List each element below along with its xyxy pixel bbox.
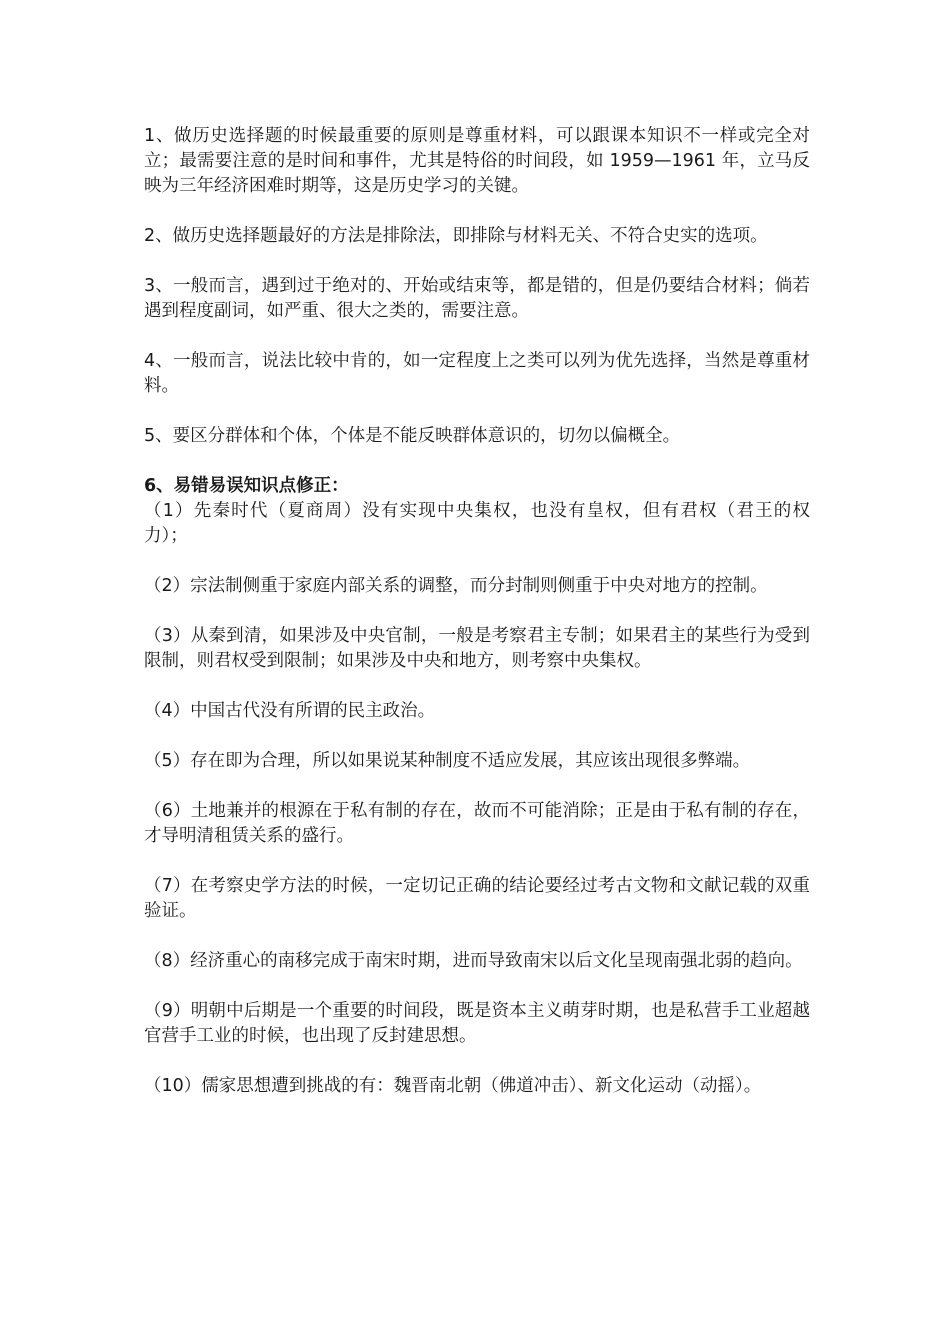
section-6-heading: 6、易错易误知识点修正：	[144, 476, 349, 496]
correction-item-1: （1）先秦时代（夏商周）没有实现中央集权，也没有皇权，但有君权（君王的权力）；	[144, 501, 810, 546]
correction-item-10: （10）儒家思想遭到挑战的有：魏晋南北朝（佛道冲击）、新文化运动（动摇）。	[144, 1076, 762, 1096]
tip-paragraph-5: 5、要区分群体和个体，个体是不能反映群体意识的，切勿以偏概全。	[144, 426, 681, 446]
tip-paragraph-2: 2、做历史选择题最好的方法是排除法，即排除与材料无关、不符合史实的选项。	[144, 226, 768, 246]
correction-item-4: （4）中国古代没有所谓的民主政治。	[144, 701, 436, 721]
correction-item-6: （6）土地兼并的根源在于私有制的存在，故而不可能消除；正是由于私有制的存在，才导明清租赁关系的盛行。	[144, 801, 810, 846]
correction-item-9: （9）明朝中后期是一个重要的时间段，既是资本主义萌芽时期，也是私营手工业超越官营手工业的时候，也出现了反封建思想。	[144, 1001, 810, 1046]
document-page	[144, 124, 810, 1124]
correction-item-5: （5）存在即为合理，所以如果说某种制度不适应发展，其应该出现很多弊端。	[144, 751, 751, 771]
correction-item-3: （3）从秦到清，如果涉及中央官制，一般是考察君主专制；如果君主的某些行为受到限制，则君权受到限制；如果涉及中央和地方，则考察中央集权。	[144, 626, 810, 671]
tip-paragraph-3: 3、一般而言，遇到过于绝对的、开始或结束等，都是错的，但是仍要结合材料；倘若遇到程度副词，如严重、很大之类的，需要注意。	[144, 276, 810, 321]
correction-item-7: （7）在考察史学方法的时候，一定切记正确的结论要经过考古文物和文献记载的双重验证。	[144, 876, 810, 921]
tip-paragraph-4: 4、一般而言，说法比较中肯的，如一定程度上之类可以列为优先选择，当然是尊重材料。	[144, 351, 810, 396]
tip-paragraph-1: 1、做历史选择题的时候最重要的原则是尊重材料，可以跟课本知识不一样或完全对立；最需要注意的是时间和事件，尤其是特俗的时间段，如 1959—1961 年，立马反映为三年经济困难时期等，这是历史学习的关键。	[144, 126, 810, 196]
correction-item-2: （2）宗法制侧重于家庭内部关系的调整，而分封制则侧重于中央对地方的控制。	[144, 576, 768, 596]
correction-item-8: （8）经济重心的南移完成于南宋时期，进而导致南宋以后文化呈现南强北弱的趋向。	[144, 951, 803, 971]
